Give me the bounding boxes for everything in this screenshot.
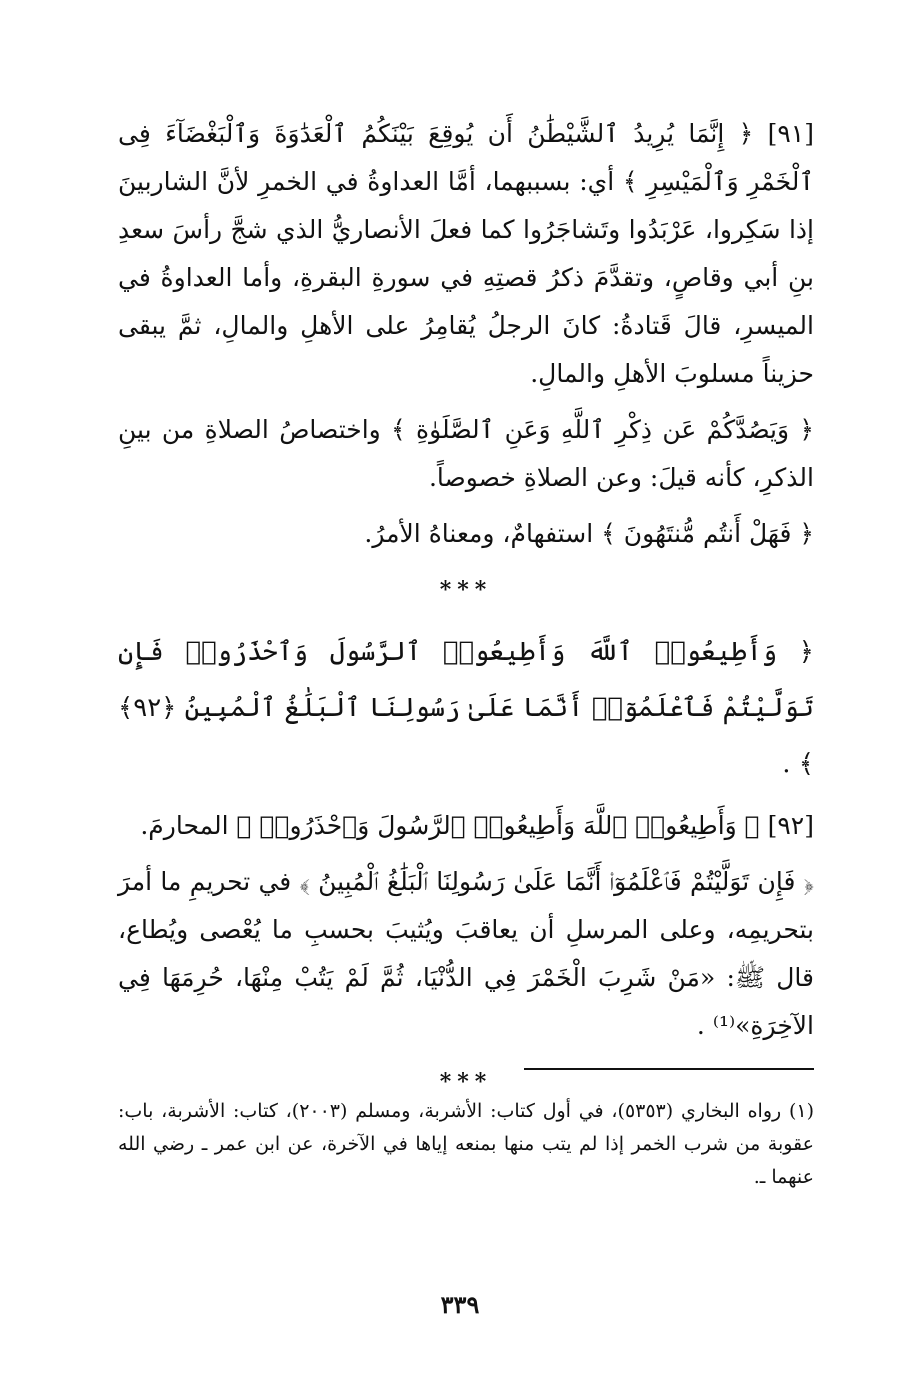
section-separator-end: *** <box>439 1069 493 1095</box>
paragraph-question: ﴿ فَهَلْ أَنتُم مُّنتَهُونَ ﴾ استفهامٌ، ومعناهُ الأمرُ. <box>364 519 814 548</box>
section-separator: *** <box>439 577 493 603</box>
footnote: (١) رواه البخاري (٥٣٥٣)، في أول كتاب: الأشربة، ومسلم (٢٠٠٣)، كتاب: الأشربة، باب: عقوبة من شرب الخمر إذا لم يتب منها بمنعه إياها في الآخرة، عن ابن عمر ـ رضي الله عنهما ـ. <box>118 1100 814 1188</box>
main-text <box>118 110 814 1116</box>
paragraph-hadith: ﴿ فَإِن تَوَلَّيْتُمْ فَٱعْلَمُوٓا۟ أَنَّمَا عَلَىٰ رَسُولِنَا ٱلْبَلَٰغُ ٱلْمُبِينُ ﴾ في تحريمِ ما أمرَ بتحريمِه، وعلى المرسلِ أن يعاقبَ ويُثيبَ بحسبِ ما يُعْصى ويُطاع، قال ﷺ: «مَنْ شَرِبَ الْخَمْرَ فِي الدُّنْيَا، ثُمَّ لَمْ يَتُبْ مِنْهَا، حُرِمَهَا فِي الآخِرَةِ»⁽¹⁾ . <box>118 867 814 1040</box>
paragraph-verse-92: [٩٢] ﴿ وَأَطِيعُوا۟ ٱللَّهَ وَأَطِيعُوا۟ ٱلرَّسُولَ وَٱحْذَرُوا۟ ﴾ المحارمَ. <box>140 811 814 840</box>
page-number: ٣٣٩ <box>440 1290 480 1319</box>
paragraph-remembrance: ﴿ وَيَصُدَّكُمْ عَن ذِكْرِ ٱللَّهِ وَعَنِ ٱلصَّلَوٰةِ ﴾ واختصاصُ الصلاةِ من بينِ الذكرِ، كأنه قيلَ: وعن الصلاةِ خصوصاً. <box>118 415 814 492</box>
paragraph-verse-91: [٩١] ﴿ إِنَّمَا يُرِيدُ ٱلشَّيْطَٰنُ أَن يُوقِعَ بَيْنَكُمُ ٱلْعَدَٰوَةَ وَٱلْبَغْضَآءَ فِى ٱلْخَمْرِ وَٱلْمَيْسِرِ ﴾ أي: بسببهما، أمَّا العداوةُ في الخمرِ لأنَّ الشاربينَ إذا سَكِروا، عَرْبَدُوا وتَشاجَرُوا كما فعلَ الأنصاريُّ الذي شجَّ رأسَ سعدِ بنِ أبي وقاصٍ، وتقدَّمَ ذكرُ قصتِهِ في سورةِ البقرةِ، وأما العداوةُ في الميسرِ، قالَ قَتادةُ: كانَ الرجلُ يُقامِرُ على الأهلِ والمالِ، ثمَّ يبقى حزيناً مسلوبَ الأهلِ والمالِ. <box>118 119 814 388</box>
verse-92-block: ﴿ وَأَطِيعُوا۟ ٱللَّهَ وَأَطِيعُوا۟ ٱلرَّسُولَ وَٱحْذَرُوا۟ فَإِن تَوَلَّيْتُمْ فَٱعْلَمُوٓا۟ أَنَّمَا عَلَىٰ رَسُولِنَا ٱلْبَلَٰغُ ٱلْمُبِينُ ﴿٩٢﴾ ﴾ . <box>118 637 814 779</box>
footnote-rule <box>524 1068 814 1070</box>
